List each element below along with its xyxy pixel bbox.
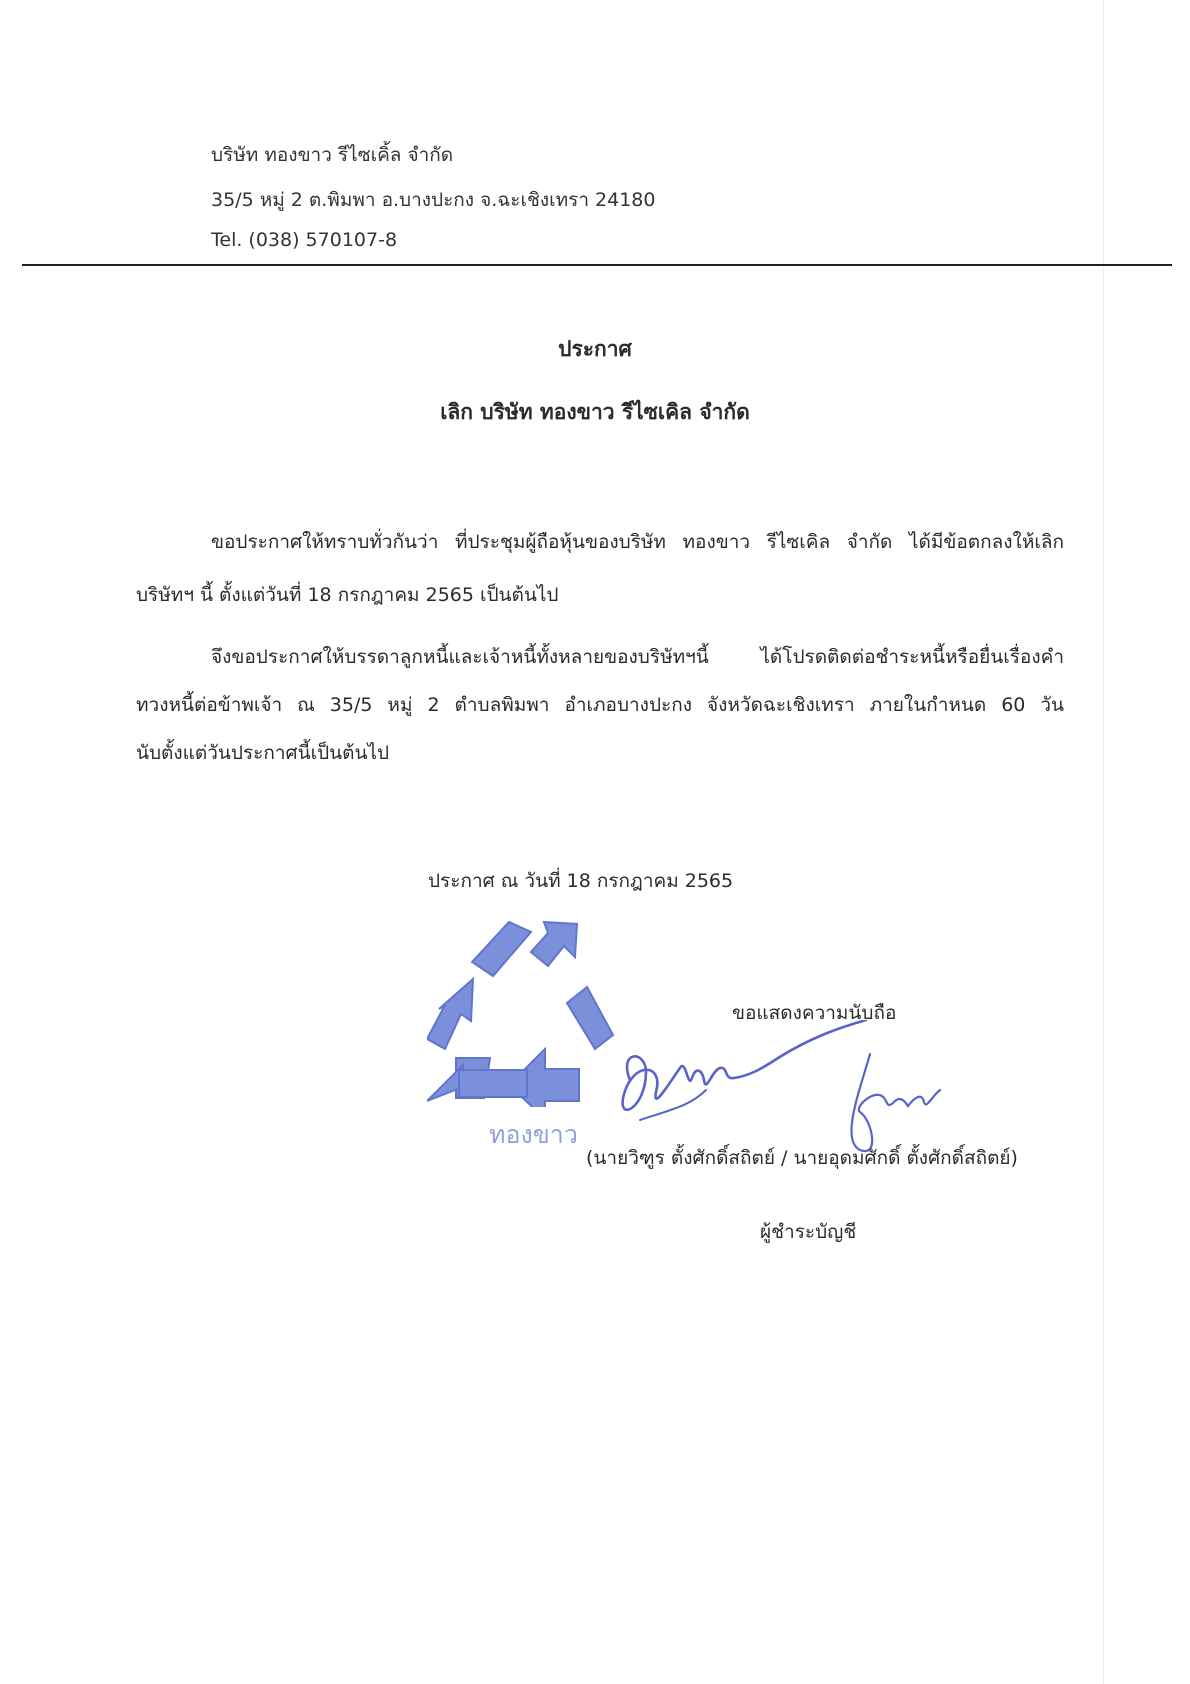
announcement-subtitle: เลิก บริษัท ทองขาว รีไซเคิล จำกัด bbox=[440, 400, 750, 424]
announcement-title: ประกาศ bbox=[558, 337, 632, 361]
paragraph-2-line-3: นับตั้งแต่วันประกาศนี้เป็นต้นไป bbox=[136, 742, 390, 764]
paragraph-2-line-2: ทวงหนี้ต่อข้าพเจ้า ณ 35/5 หมู่ 2 ตำบลพิมพา อำเภอบางปะกง จังหวัดฉะเชิงเทรา ภายในกำหนด 60 วัน bbox=[136, 694, 1064, 716]
signatory-names: (นายวิฑูร ตั้งศักดิ์สถิตย์ / นายอุดมศักดิ์ ตั้งศักดิ์สถิตย์) bbox=[586, 1147, 1018, 1169]
closing-phrase: ขอแสดงความนับถือ bbox=[732, 1002, 897, 1024]
company-address: 35/5 หมู่ 2 ต.พิมพา อ.บางปะกง จ.ฉะเชิงเทรา 24180 bbox=[211, 189, 656, 211]
paragraph-1-line-2: บริษัทฯ นี้ ตั้งแต่วันที่ 18 กรกฎาคม 2565 เป็นต้นไป bbox=[136, 584, 559, 606]
recycle-arrows-icon bbox=[427, 917, 627, 1107]
paragraph-1-line-1: ขอประกาศให้ทราบทั่วกันว่า ที่ประชุมผู้ถือหุ้นของบริษัท ทองขาว รีไซเคิล จำกัด ได้มีข้อตกลงให้เลิก bbox=[211, 531, 1064, 553]
paragraph-2-line-1: จึงขอประกาศให้บรรดาลูกหนี้และเจ้าหนี้ทั้งหลายของบริษัทฯนี้ ได้โปรดติดต่อชำระหนี้หรือยื่นเรื่องคำ bbox=[211, 646, 1064, 668]
logo-name: ทองขาว bbox=[489, 1120, 578, 1149]
company-name: บริษัท ทองขาว รีไซเคิ้ล จำกัด bbox=[211, 144, 454, 166]
signatory-position: ผู้ชำระบัญชี bbox=[760, 1221, 857, 1243]
company-phone: Tel. (038) 570107-8 bbox=[211, 229, 398, 251]
page-edge bbox=[1103, 0, 1104, 1684]
announcement-date: ประกาศ ณ วันที่ 18 กรกฎาคม 2565 bbox=[428, 870, 734, 892]
header-divider bbox=[22, 264, 1172, 266]
